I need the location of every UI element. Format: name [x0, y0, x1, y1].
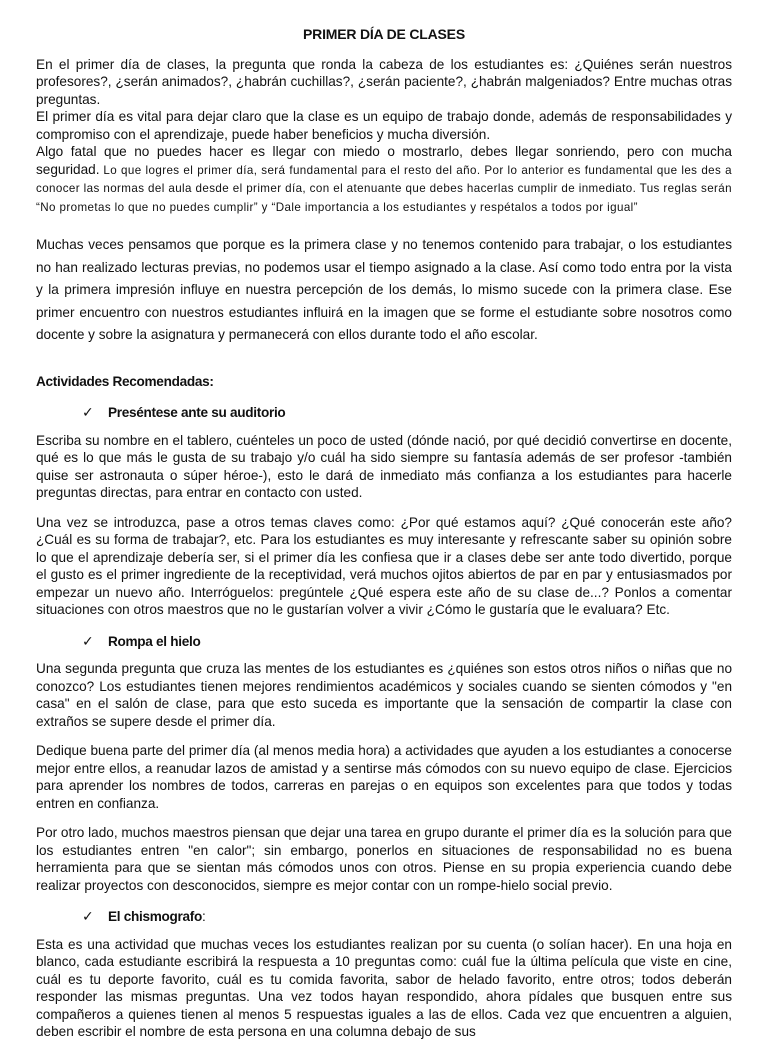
intro-paragraph-3-main: Algo fatal que no puedes hacer es llegar con miedo o mostrarlo, debes llegar sonriendo, pero con mucha seguridad. — [36, 144, 732, 177]
activity-item-1-title — [82, 404, 732, 422]
page-title: PRIMER DÍA DE CLASES — [303, 26, 465, 42]
activity-2-paragraph-1: Una segunda pregunta que cruza las mentes de los estudiantes es ¿quiénes son estos otros niños o niñas que no conozco? Los estudiantes tienen mejores rendimientos académicos y sociales cuando se sienten cómodos y "en casa" en el salón de clase, para que esto suceda es importante que la sensación de compartir la clase con extraños se supere desde el primer día. — [36, 661, 732, 729]
intro-paragraph-3-small: Lo que logres el primer día, será fundamental para el resto del año. Por lo anterior es fundamental que les des a conocer las normas del aula desde el primer día, con el atenuante que debes hacerlas cumplir de inmediato. Tus reglas serán “No prometas lo que no puedes cumplir” y “Dale importancia a los estudiantes y respétalos a todos por igual” — [36, 163, 732, 214]
activity-item-3-title-text: El chismografo — [108, 909, 202, 924]
intro-paragraph-4: Muchas veces pensamos que porque es la primera clase y no tenemos contenido para trabajar, o los estudiantes no han realizado lecturas previas, no podemos usar el tiempo asignado a la clase. Así como todo entra por la vista y la primera impresión influye en nuestra percepción de los demás, lo mismo sucede con la primera clase. Ese primer encuentro con nuestros estudiantes influirá en la imagen que se forme el estudiante sobre nosotros como docente y sobre la asignatura y permanecerá con ellos durante todo el año escolar. — [36, 237, 732, 342]
check-icon: ✓ — [82, 404, 94, 420]
activity-2-paragraph-2: Dedique buena parte del primer día (al menos media hora) a actividades que ayuden a los estudiantes a conocerse mejor entre ellos, a reanudar lazos de amistad y a sentirse más cómodos con su nuevo equipo de clase. Ejercicios para aprender los nombres de todos, carreras en parejas o en equipos son excelentes para que todos y todas entren en confianza. — [36, 743, 732, 811]
check-icon: ✓ — [82, 908, 94, 924]
intro-paragraph-3 — [36, 143, 732, 216]
activity-item-1-title-text: Preséntese ante su auditorio — [108, 405, 286, 420]
activity-item-3-title — [82, 908, 732, 926]
intro-paragraph-2: El primer día es vital para dejar claro que la clase es un equipo de trabajo donde, además de responsabilidades y compromiso con el aprendizaje, puede haber beneficios y mucha diversión. — [36, 109, 732, 142]
activities-heading: Actividades Recomendadas: — [36, 373, 214, 389]
activity-3-paragraph-1: Esta es una actividad que muchas veces los estudiantes realizan por su cuenta (o solían hacer). En una hoja en blanco, cada estudiante escribirá la respuesta a 10 preguntas como: cuál fue la última película que viste en cine, cuál es tu deporte favorito, cuál es tu comida favorita, sabor de helado favorito, entre otros; todos deberán responder las mismas preguntas. Una vez todos hayan respondido, ahora pídales que busquen entre sus compañeros a quienes tienen al menos 5 respuestas iguales a las de ellos. Cada vez que encuentren a alguien, deben escribir el nombre de esta persona en una columna debajo de sus — [36, 936, 732, 1039]
activity-item-2-title — [82, 633, 732, 651]
activity-1-paragraph-2: Una vez se introduzca, pase a otros temas claves como: ¿Por qué estamos aquí? ¿Qué conocerán este año? ¿Cuál es su forma de trabajar?, etc. Para los estudiantes es muy interesante y refrescante saber su opinión sobre lo que el aprendizaje debería ser, si el primer día les confiesa que ir a clases debe ser ante todo divertido, porque el gusto es el primer ingrediente de la receptividad, verá muchos ojitos abiertos de par en par y entusiasmados por empezar un nuevo año. Interróguelos: pregúntele ¿Qué espera este año de su clase de...? Ponlos a comentar situaciones con otros maestros que no le gustarían volver a vivir ¿Cómo le gustaría que le evaluara? Etc. — [36, 514, 732, 617]
activity-2-paragraph-3: Por otro lado, muchos maestros piensan que dejar una tarea en grupo durante el primer día es la solución para que los estudiantes entren "en calor"; sin embargo, ponerlos en situaciones de responsabilidad no es buena herramienta para que se sientan más cómodos unos con otros. Piense en su propia experiencia cuando debe realizar proyectos con desconocidos, siempre es mejor contar con un rompe-hielo social previo. — [36, 825, 732, 893]
activity-item-2-title-text: Rompa el hielo — [108, 633, 201, 649]
check-icon: ✓ — [82, 632, 94, 649]
activity-item-3-colon: : — [202, 909, 206, 924]
intro-paragraph-1: En el primer día de clases, la pregunta que ronda la cabeza de los estudiantes es: ¿Quiénes serán nuestros profesores?, ¿serán animados?, ¿habrán cuchillas?, ¿serán paciente?, ¿habrán malgeniados? Entre muchas otras preguntas. — [36, 56, 732, 107]
activity-1-paragraph-1: Escriba su nombre en el tablero, cuénteles un poco de usted (dónde nació, por qué decidió convertirse en docente, qué es lo que más le gusta de su trabajo y/o cuál ha sido siempre su fantasía además de ser profesor -también quise ser astronauta o súper héroe-), esto le dará de inmediato más confianza a los estudiantes para hacerle preguntas directas, para entrar en contacto con usted. — [36, 432, 732, 500]
